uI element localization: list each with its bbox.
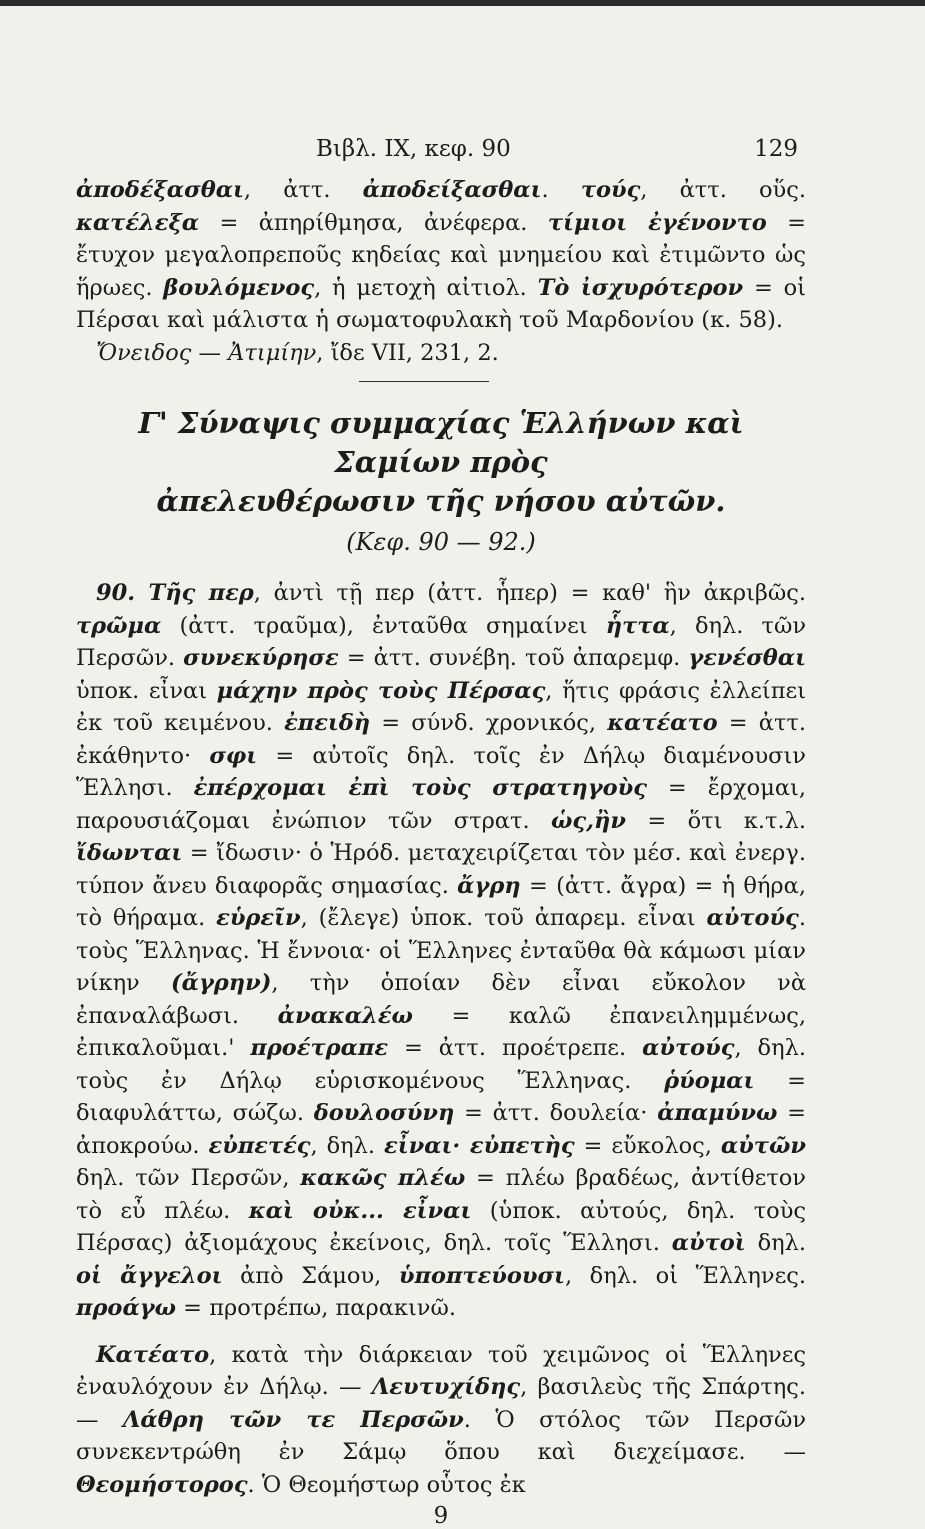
gloss: (ἀττ. τραῦμα), ἐνταῦθα σημαίνει [161,612,606,639]
gloss: = ἴδωσιν· ὁ Ἡρόδ. μεταχειρίζεται τὸν μέσ. καὶ ἐνεργ. τύπον ἄνευ διαφορᾶς σημασίας. [76,840,806,899]
term: Κατέατο [96,1341,210,1368]
commentary-paragraph-1 [76,174,806,337]
term: κακῶς πλέω [300,1165,466,1191]
section-divider [359,381,489,382]
term: ῥύομαι [664,1067,755,1094]
gloss: = ἀττ. προέτρεπε. [388,1035,643,1061]
term: δουλοσύνη [313,1100,455,1126]
term: 90. Τῆς περ [96,580,254,606]
gloss: = ἀττ. ἐκάθηντο· [76,710,806,769]
gloss: = ἀποκρούω. [76,1100,806,1159]
term: καὶ οὐκ... εἶναι [248,1197,472,1224]
term: ὡς,ἢν [551,807,626,834]
gloss: = ἀττ. δουλεία· [454,1100,658,1126]
section-title-line-2: ἀπελευθέρωσιν τῆς νήσου αὐτῶν. [156,484,726,518]
term: Τὸ ἰσχυρότερον [537,274,744,301]
body-text [76,174,806,369]
gloss: = καλῶ ἐπανειλημμένως, ἐπικαλοῦμαι.' [76,1002,806,1061]
gloss: ἀπὸ Σάμου, [222,1262,399,1289]
term: κατέατο [607,710,718,736]
term: ὑποπτεύουσι [398,1262,565,1289]
term: Θεομήστορος [76,1471,248,1498]
gloss: , ἀντὶ τῇ περ (ἀττ. ἧπερ) = καθ' ἣν ἀκριβῶς. [253,580,806,606]
page-number: 129 [754,136,798,162]
gloss: = (ἀττ. ἄγρα) = ἡ θήρα, τὸ θήραμα. [76,872,807,931]
term: ἴδωνται [76,840,183,866]
gloss: = ἔτυχον μεγαλοπρεποῦς κηδείας καὶ μνημείου καὶ ἐτιμῶντο ὡς ἥρωες. [76,209,806,301]
gloss: , ἡ μετοχὴ αἰτιολ. [314,274,538,301]
gloss: = ἀπηρίθμησα, ἀνέφερα. [199,209,548,236]
term: κατέλεξα [76,209,200,236]
gloss: ὑποκ. εἶναι [76,677,217,704]
gloss: , βασιλεὺς τῆς Σπάρτης. — [76,1374,806,1433]
gloss: = ἔρχομαι, παρουσιάζομαι ἐνώπιον τῶν στρατ. [76,775,806,834]
gloss: = προτρέπω, παρακινῶ. [176,1295,456,1321]
gloss: , δηλ. τοὺς ἐν Δήλῳ εὑρισκομένους Ἕλληνας. [76,1035,806,1094]
section-title [76,404,806,521]
term: (ἄγρην) [170,970,272,996]
gloss: δηλ. τῶν Περσῶν, [76,1165,301,1191]
gloss: = αὐτοῖς δηλ. τοῖς ἐν Δήλῳ διαμένουσιν Ἕλλησι. [76,742,806,801]
gloss: = σύνδ. χρονικός, [370,710,608,736]
commentary-paragraph-4 [76,1339,806,1502]
gloss: , ἀττ. οὕς. [640,177,806,203]
term: αὐτούς [706,905,799,931]
gloss: = ἀττ. συνέβη. τοῦ ἀπαρεμφ. [338,645,689,671]
gloss: = εὔκολος, [574,1132,721,1159]
term: βουλόμενος [163,274,315,301]
term: γενέσθαι [688,645,806,671]
page [76,130,806,1529]
term: τίμιοι ἐγένοντο [547,209,767,236]
section-subtitle: (Κεφ. 90 — 92.) [346,528,536,556]
gloss: . [541,177,581,203]
term: Λάθρη τῶν τε Περσῶν [122,1406,464,1433]
term: ἐπειδὴ [284,710,371,736]
gloss: = ὅτι κ.τ.λ. [625,807,807,834]
gloss: , τὴν ὁποίαν δὲν εἶναι εὔκολον νὰ ἐπαναλάβωσι. [76,970,807,1029]
term: σφι [209,742,258,769]
term: Λευτυχίδης [371,1374,521,1400]
commentary-paragraph-3 [76,577,806,1325]
term: αὐτῶν [720,1132,806,1159]
term: προέτραπε [250,1035,389,1061]
page-header [76,130,806,174]
term: εὐπετές [208,1132,311,1159]
gloss: , (ἔλεγε) ὑποκ. τοῦ ἀπαρεμ. εἶναι [300,905,707,931]
term: ἀνακαλέω [277,1002,413,1029]
gloss: — [191,339,229,366]
term: Ἀτιμίην [228,339,317,366]
term: αὐτούς [642,1035,735,1061]
term: ἄγρη [457,872,521,899]
gloss: = οἱ Πέρσαι καὶ μάλιστα ἡ σωματοφυλακὴ τοῦ Μαρδονίου (κ. 58). [76,274,806,333]
signature-mark: 9 [433,1503,449,1529]
term: τούς [580,177,641,203]
gloss: , κατὰ τὴν διάρκειαν τοῦ χειμῶνος οἱ Ἕλληνες ἐναυλόχουν ἐν Δήλῳ. — [76,1341,806,1400]
gloss: , δηλ. [310,1132,385,1159]
term: οἱ ἄγγελοι [76,1262,223,1289]
gloss: (ὑποκ. αὐτούς, δηλ. τοὺς Πέρσας) ἀξιομάχους ἐκείνοις, δηλ. τοῖς Ἕλλησι. [76,1197,806,1256]
term: συνεκύρησε [183,645,339,671]
gloss: δηλ. [745,1230,807,1256]
top-border [0,0,925,6]
section-title-line-1: Γ' Σύναψις συμμαχίας Ἑλλήνων καὶ Σαμίων πρὸς [138,406,744,479]
gloss: , ἴδε VII, 231, 2. [316,339,499,366]
gloss: . Ὁ Θεομήστωρ οὗτος ἐκ [247,1471,526,1498]
gloss: , δηλ. οἱ Ἕλληνες. [564,1262,806,1289]
gloss: , ἀττ. [243,177,363,203]
term: τρῶμα [76,612,162,639]
gloss: , ἥτις φράσις ἐλλείπει ἐκ τοῦ κειμένου. [76,677,806,736]
term: μάχην πρὸς τοὺς Πέρσας [216,677,546,704]
term: ἧττα [605,612,670,639]
term: αὐτοὶ [671,1230,746,1256]
gloss: , δηλ. τῶν Περσῶν. [76,612,806,671]
term: προάγω [76,1295,177,1321]
commentary-paragraph-2 [76,337,806,370]
gloss: = διαφυλάττω, σώζω. [76,1067,806,1126]
gloss: = πλέω βραδέως, ἀντίθετον τὸ εὖ πλέω. [76,1165,806,1224]
gloss: . Ὁ στόλος τῶν Περσῶν συνεκεντρώθη ἐν Σάμῳ ὅπου καὶ διεχείμασε. — [76,1406,806,1465]
term: εἶναι· εὐπετὴς [384,1132,575,1159]
term: Ὄνειδος [96,339,192,366]
term: ἀποδείξασθαι [362,177,542,203]
term: ἀποδέξασθαι [76,177,244,203]
gloss: . τοὺς Ἕλληνας. Ἡ ἔννοια· οἱ Ἕλληνες ἐνταῦθα θὰ κάμωσι μίαν νίκην [76,905,806,996]
term: εὑρεῖν [216,905,301,931]
term: ἀπαμύνω [657,1100,778,1126]
running-head: Βιβλ. IX, κεφ. 90 [316,136,511,162]
body-text-section [76,577,806,1501]
term: ἐπέρχομαι ἐπὶ τοὺς στρατηγοὺς [193,775,647,801]
